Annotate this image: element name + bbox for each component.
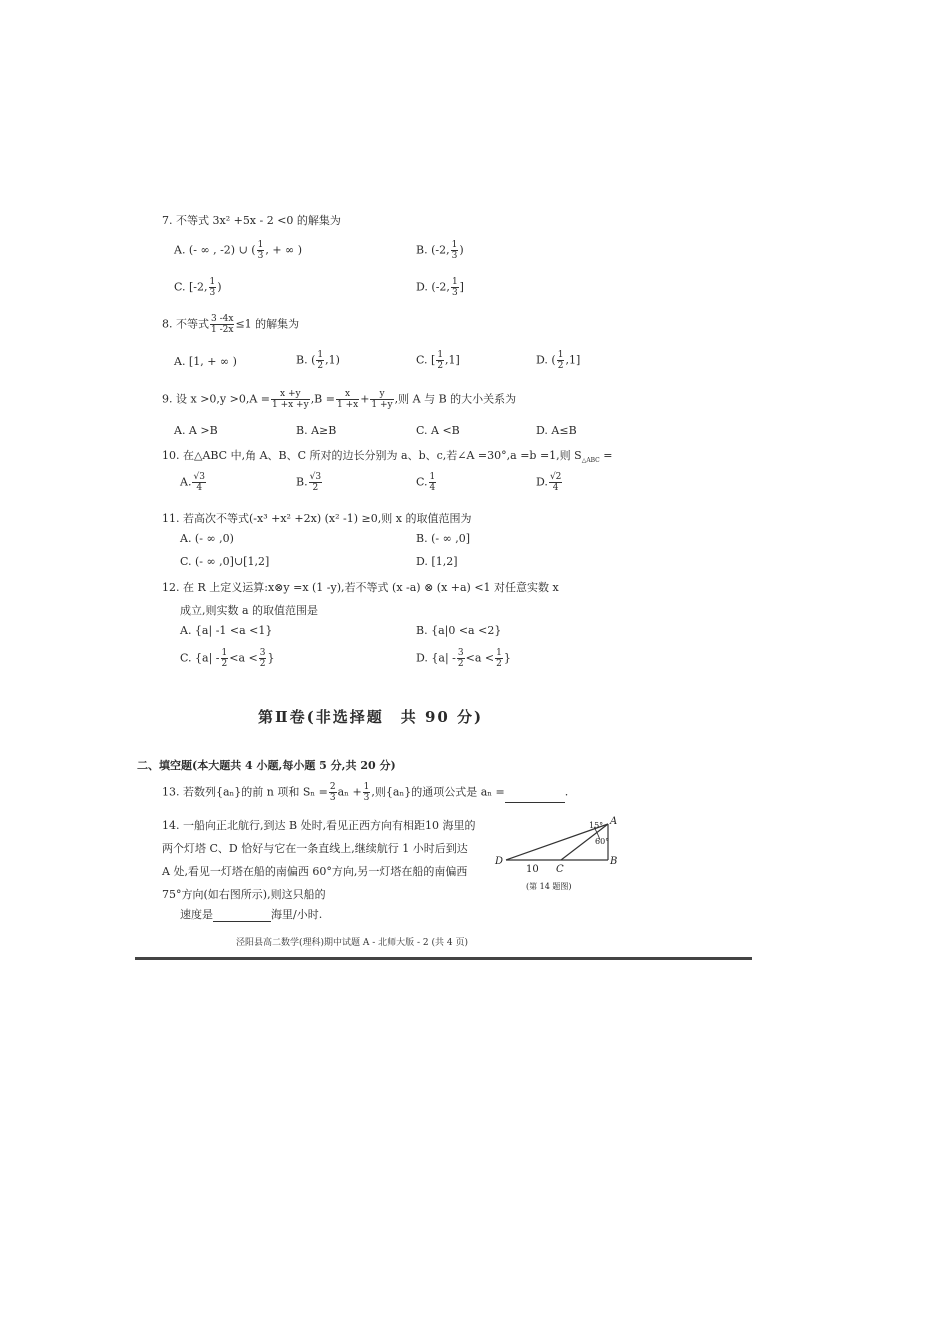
q12-option-d: D. {a| - $\frac{3}{2}$ <a < $\frac{1}{2}$ }	[416, 648, 511, 669]
q7-option-c: C. [-2, $\frac{1}{3}$ )	[174, 277, 222, 298]
q14-tail: 速度是 海里/小时.	[180, 908, 323, 921]
q11-option-d: D. [1,2]	[416, 555, 458, 568]
q11-option-a: A. (- ∞ ,0)	[180, 532, 234, 545]
q11-option-b: B. (- ∞ ,0]	[416, 532, 471, 545]
point-label-b: B	[610, 856, 618, 867]
q7-option-b: B. (-2, $\frac{1}{3}$ )	[416, 240, 464, 261]
q7-option-a: A. (- ∞ , -2) ∪ ( $\frac{1}{3}$ , + ∞ )	[174, 240, 303, 261]
q14-figure	[490, 812, 620, 897]
point-label-a: A	[610, 816, 618, 827]
section2-heading: 二、填空题(本大题共 4 小题,每小题 5 分,共 20 分)	[137, 759, 396, 772]
q14-answer-blank	[213, 910, 271, 922]
q9-option-b: B. A≥B	[296, 424, 337, 437]
page-footer: 泾阳县高二数学(理科)期中试题 A - 北师大版 - 2 (共 4 页)	[236, 938, 468, 948]
q13-answer-blank	[505, 791, 565, 803]
length-label-dc: 10	[526, 864, 539, 875]
q9-option-a: A. A >B	[174, 424, 218, 437]
angle-label-15: 15°	[589, 821, 604, 830]
q8-option-d: D. ( $\frac{1}{2}$ ,1]	[536, 350, 581, 371]
q9-option-d: D. A≤B	[536, 424, 577, 437]
q7-option-d: D. (-2, $\frac{1}{3}$ ]	[416, 277, 464, 298]
q12-stem-line1: 12. 在 R 上定义运算:x⊗y =x (1 -y),若不等式 (x -a) ⊗ (x +a) <1 对任意实数 x	[162, 581, 559, 594]
q9-option-c: C. A <B	[416, 424, 460, 437]
q14-text: 14. 一船向正北航行,到达 B 处时,看见正西方向有相距10 海里的两个灯塔 C、D 恰好与它在一条直线上,继续航行 1 小时后到达 A 处,看见一灯塔在船的南偏西 60°方向,另一灯塔在船的南偏西 75°方向(如右图所示),则这只船的	[162, 819, 476, 901]
figure-caption: (第 14 题图)	[526, 882, 572, 891]
q10-option-c: C. $\frac{1}{4}$	[416, 472, 436, 493]
q11-stem: 11. 若高次不等式(-x³ +x² +2x) (x² -1) ≥0,则 x 的取值范围为	[162, 512, 472, 525]
point-label-c: C	[556, 864, 564, 875]
q10-option-b: B. $\frac{√3}{2}$	[296, 472, 322, 493]
part2-title: 第Ⅱ卷(非选择题 共 90 分)	[258, 708, 484, 726]
q13: 13. 若数列{aₙ}的前 n 项和 Sₙ = $\frac{2}{3}$ aₙ + $\frac{1}{3}$ ,则{aₙ}的通项公式是 aₙ = .	[162, 782, 569, 803]
q12-option-a: A. {a| -1 <a <1}	[180, 624, 273, 637]
q10-option-d: D. $\frac{√2}{4}$	[536, 472, 562, 493]
q12-option-b: B. {a|0 <a <2}	[416, 624, 502, 637]
q12-stem-line2: 成立,则实数 a 的取值范围是	[180, 604, 319, 617]
q7-stem: 7. 不等式 3x² +5x - 2 <0 的解集为	[162, 214, 341, 227]
q8-option-a: A. [1, + ∞ )	[174, 355, 237, 368]
q10-stem: 10. 在△ABC 中,角 A、B、C 所对的边长分别为 a、b、c,若∠A =30°,a =b =1,则 $S_{\triangle ABC}$ =	[162, 449, 613, 465]
q12-option-c: C. {a| - $\frac{1}{2}$ <a < $\frac{3}{2}$ }	[180, 648, 275, 669]
q8-stem: 8. 不等式 $\frac{3 -4x}{1 -2x}$ ≤1 的解集为	[162, 314, 300, 335]
q8-option-c: C. [ $\frac{1}{2}$ ,1]	[416, 350, 460, 371]
q9-stem: 9. 设 x >0,y >0,A = $\frac{x +y}{1 +x +y}$ ,B = $\frac{x}{1 +x}$ + $\frac{y}{1 +y}$ ,则 A 与 B 的大小关系为	[162, 389, 517, 410]
bottom-rule	[135, 957, 752, 960]
point-label-d: D	[495, 856, 504, 867]
q8-option-b: B. ( $\frac{1}{2}$ ,1)	[296, 350, 340, 371]
q11-option-c: C. (- ∞ ,0]∪[1,2]	[180, 555, 270, 568]
angle-label-60: 60°	[595, 837, 610, 846]
q10-option-a: A. $\frac{√3}{4}$	[180, 472, 205, 493]
